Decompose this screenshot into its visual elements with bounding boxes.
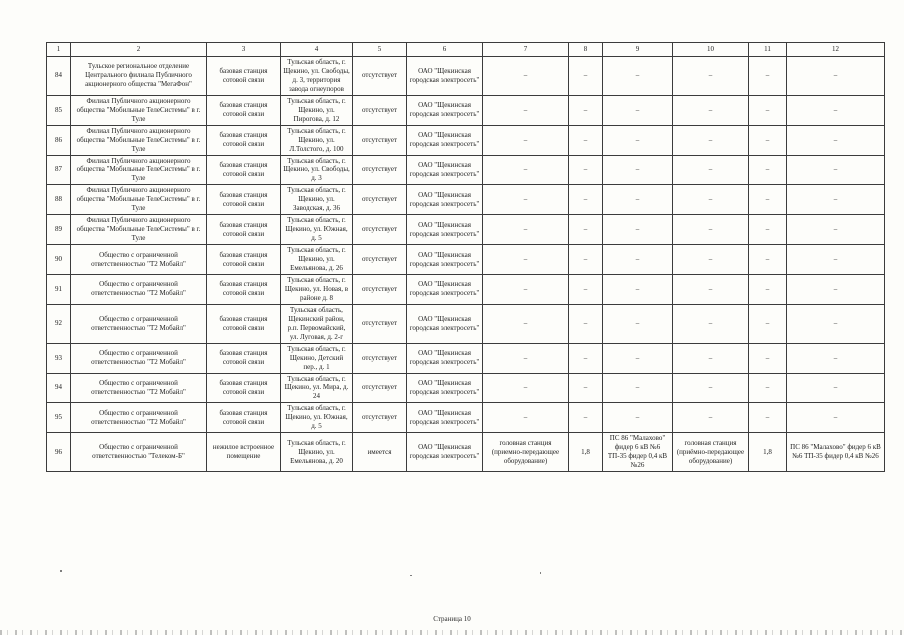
table-cell: базовая станция сотовой связи <box>207 245 281 275</box>
table-cell: 90 <box>47 245 71 275</box>
registry-table <box>46 42 885 472</box>
table-cell: ОАО "Щекинская городская электросеть" <box>407 373 483 403</box>
table-cell: – <box>483 373 569 403</box>
table-row <box>47 155 885 185</box>
table-cell: отсутствует <box>353 343 407 373</box>
table-cell: ОАО "Щекинская городская электросеть" <box>407 304 483 343</box>
table-cell: базовая станция сотовой связи <box>207 125 281 155</box>
table-cell: – <box>673 95 749 125</box>
table-cell: – <box>673 304 749 343</box>
table-cell: – <box>749 155 787 185</box>
page-footer: Страница 10 <box>433 615 471 623</box>
table-cell: – <box>787 57 885 96</box>
table-cell: имеется <box>353 433 407 472</box>
header-cell: 12 <box>787 43 885 57</box>
table-cell: Общество с ограниченной ответственностью "Т2 Мобайл" <box>71 274 207 304</box>
table-cell: – <box>787 155 885 185</box>
table-cell: ПС 86 "Малахово" фидер 6 кВ №6 ТП-35 фидер 0,4 кВ №26 <box>787 433 885 472</box>
table-cell: – <box>603 125 673 155</box>
scan-speck <box>60 570 62 572</box>
table-cell: – <box>569 343 603 373</box>
table-cell: отсутствует <box>353 57 407 96</box>
table-cell: Общество с ограниченной ответственностью "Т2 Мобайл" <box>71 403 207 433</box>
table-cell: ОАО "Щекинская городская электросеть" <box>407 215 483 245</box>
table-cell: 1,8 <box>569 433 603 472</box>
table-cell: Филиал Публичного акционерного общества "Мобильные ТелеСистемы" в г. Туле <box>71 215 207 245</box>
table-cell: головная станция (приемно-передающее оборудование) <box>483 433 569 472</box>
table-cell: – <box>787 245 885 275</box>
table-cell: ОАО "Щекинская городская электросеть" <box>407 403 483 433</box>
table-row <box>47 95 885 125</box>
scan-speck <box>410 575 412 576</box>
table-cell: – <box>569 245 603 275</box>
table-row <box>47 373 885 403</box>
table-cell: – <box>603 95 673 125</box>
scan-speck <box>540 572 541 574</box>
header-cell: 2 <box>71 43 207 57</box>
table-cell: 1,8 <box>749 433 787 472</box>
table-row <box>47 433 885 472</box>
table-cell: ОАО "Щекинская городская электросеть" <box>407 433 483 472</box>
table-cell: – <box>749 125 787 155</box>
table-cell: ОАО "Щекинская городская электросеть" <box>407 185 483 215</box>
table-cell: – <box>603 403 673 433</box>
table-cell: – <box>603 373 673 403</box>
table-cell: ОАО "Щекинская городская электросеть" <box>407 343 483 373</box>
header-cell: 11 <box>749 43 787 57</box>
table-cell: Общество с ограниченной ответственностью "Т2 Мобайл" <box>71 304 207 343</box>
table-cell: – <box>483 155 569 185</box>
table-cell: Тульская область, г. Щекино, ул. Новая, в районе д. 8 <box>281 274 353 304</box>
table-cell: ОАО "Щекинская городская электросеть" <box>407 125 483 155</box>
table-cell: – <box>569 125 603 155</box>
table-cell: 88 <box>47 185 71 215</box>
header-cell: 7 <box>483 43 569 57</box>
table-cell: отсутствует <box>353 304 407 343</box>
table-row <box>47 215 885 245</box>
header-cell: 4 <box>281 43 353 57</box>
table-cell: базовая станция сотовой связи <box>207 215 281 245</box>
table-cell: 95 <box>47 403 71 433</box>
table-cell: головная станция (приёмно-передающее оборудование) <box>673 433 749 472</box>
table-cell: Тульское региональное отделение Центрального филиала Публичного акционерного общества "МегаФон" <box>71 57 207 96</box>
table-cell: – <box>673 57 749 96</box>
table-cell: – <box>569 155 603 185</box>
table-cell: – <box>603 245 673 275</box>
table-row <box>47 57 885 96</box>
table-cell: ОАО "Щекинская городская электросеть" <box>407 245 483 275</box>
table-cell: – <box>673 245 749 275</box>
table-cell: – <box>483 95 569 125</box>
table-cell: Филиал Публичного акционерного общества "Мобильные ТелеСистемы" в г. Туле <box>71 155 207 185</box>
table-cell: Общество с ограниченной ответственностью "Телеком-Б" <box>71 433 207 472</box>
table-cell: базовая станция сотовой связи <box>207 185 281 215</box>
table-cell: – <box>483 304 569 343</box>
table-cell: Филиал Публичного акционерного общества "Мобильные ТелеСистемы" в г. Туле <box>71 95 207 125</box>
header-cell: 3 <box>207 43 281 57</box>
table-cell: Общество с ограниченной ответственностью "Т2 Мобайл" <box>71 343 207 373</box>
table-cell: Тульская область, г. Щекино, ул. Южная, д. 5 <box>281 403 353 433</box>
table-cell: – <box>603 274 673 304</box>
table-cell: отсутствует <box>353 155 407 185</box>
table-cell: базовая станция сотовой связи <box>207 304 281 343</box>
table-cell: 92 <box>47 304 71 343</box>
table-cell: – <box>787 215 885 245</box>
table-cell: базовая станция сотовой связи <box>207 403 281 433</box>
table-cell: – <box>749 373 787 403</box>
table-cell: – <box>749 215 787 245</box>
table-cell: 91 <box>47 274 71 304</box>
table-cell: – <box>603 155 673 185</box>
table-cell: ОАО "Щекинская городская электросеть" <box>407 57 483 96</box>
table-cell: – <box>787 274 885 304</box>
table-cell: – <box>569 274 603 304</box>
table-cell: – <box>483 403 569 433</box>
table-cell: 87 <box>47 155 71 185</box>
table-cell: – <box>673 185 749 215</box>
table-cell: Тульская область, г. Щекино, ул. Свободы, д. 3 <box>281 155 353 185</box>
table-cell: базовая станция сотовой связи <box>207 274 281 304</box>
table-cell: – <box>569 95 603 125</box>
table-row <box>47 125 885 155</box>
header-cell: 5 <box>353 43 407 57</box>
table-cell: – <box>569 57 603 96</box>
table-cell: – <box>569 304 603 343</box>
table-cell: – <box>749 403 787 433</box>
table-cell: Филиал Публичного акционерного общества "Мобильные ТелеСистемы" в г. Туле <box>71 125 207 155</box>
table-cell: ОАО "Щекинская городская электросеть" <box>407 95 483 125</box>
table-cell: – <box>749 304 787 343</box>
table-cell: 96 <box>47 433 71 472</box>
table-cell: – <box>603 304 673 343</box>
scan-noise-artifact <box>0 630 904 635</box>
table-row <box>47 343 885 373</box>
table-cell: – <box>673 215 749 245</box>
table-cell: – <box>673 343 749 373</box>
table-cell: Тульская область, г. Щекино, ул. Пирогова, д. 12 <box>281 95 353 125</box>
table-cell: – <box>603 215 673 245</box>
table-cell: Общество с ограниченной ответственностью "Т2 Мобайл" <box>71 245 207 275</box>
table-cell: – <box>483 57 569 96</box>
table-cell: – <box>483 125 569 155</box>
table-cell: – <box>787 373 885 403</box>
table-cell: – <box>673 125 749 155</box>
table-cell: – <box>749 185 787 215</box>
table-cell: – <box>483 343 569 373</box>
table-cell: 84 <box>47 57 71 96</box>
table-cell: Тульская область, г. Щекино, ул. Свободы, д. 3, территория завода огнеупоров <box>281 57 353 96</box>
table-cell: нежилое встроенное помещение <box>207 433 281 472</box>
table-cell: Тульская область, г. Щекино, ул. Мира, д. 24 <box>281 373 353 403</box>
table-cell: – <box>483 185 569 215</box>
table-cell: – <box>673 373 749 403</box>
table-cell: – <box>749 245 787 275</box>
table-cell: 86 <box>47 125 71 155</box>
table-cell: – <box>749 95 787 125</box>
table-cell: Тульская область, Щекинский район, р.п. Первомайский, ул. Луговая, д. 2-г <box>281 304 353 343</box>
table-cell: отсутствует <box>353 215 407 245</box>
table-row <box>47 274 885 304</box>
table-cell: Тульская область, г. Щекино, Детский пер., д. 1 <box>281 343 353 373</box>
table-cell: – <box>787 343 885 373</box>
table-cell: – <box>749 343 787 373</box>
table-cell: Тульская область, г. Щекино, ул. Емельянова, д. 20 <box>281 433 353 472</box>
table-cell: Общество с ограниченной ответственностью "Т2 Мобайл" <box>71 373 207 403</box>
table-cell: – <box>787 95 885 125</box>
table-cell: 94 <box>47 373 71 403</box>
table-cell: 89 <box>47 215 71 245</box>
table-cell: Тульская область, г. Щекино, ул. Емельянова, д. 26 <box>281 245 353 275</box>
table-cell: 93 <box>47 343 71 373</box>
table-row <box>47 403 885 433</box>
header-cell: 8 <box>569 43 603 57</box>
table-row <box>47 245 885 275</box>
table-row <box>47 304 885 343</box>
table-cell: – <box>569 373 603 403</box>
table-cell: – <box>483 274 569 304</box>
table-header-row <box>47 43 885 57</box>
table-cell: – <box>749 274 787 304</box>
table-cell: – <box>787 403 885 433</box>
table-cell: Тульская область, г. Щекино, ул. Южная, д. 5 <box>281 215 353 245</box>
table-cell: – <box>673 403 749 433</box>
table-cell: отсутствует <box>353 403 407 433</box>
table-cell: ПС 86 "Малахово" фидер 6 кВ №6 ТП-35 фидер 0,4 кВ №26 <box>603 433 673 472</box>
table-cell: Филиал Публичного акционерного общества "Мобильные ТелеСистемы" в г. Туле <box>71 185 207 215</box>
table-cell: базовая станция сотовой связи <box>207 155 281 185</box>
table-cell: – <box>569 403 603 433</box>
table-cell: – <box>787 185 885 215</box>
table-cell: – <box>603 57 673 96</box>
header-cell: 1 <box>47 43 71 57</box>
table-cell: отсутствует <box>353 125 407 155</box>
table-cell: – <box>749 57 787 96</box>
table-cell: – <box>673 274 749 304</box>
table-cell: – <box>483 245 569 275</box>
table-cell: базовая станция сотовой связи <box>207 95 281 125</box>
table-cell: отсутствует <box>353 274 407 304</box>
table-cell: – <box>787 304 885 343</box>
table-cell: – <box>603 343 673 373</box>
table-cell: – <box>569 215 603 245</box>
table-cell: ОАО "Щекинская городская электросеть" <box>407 155 483 185</box>
table-cell: отсутствует <box>353 185 407 215</box>
header-cell: 10 <box>673 43 749 57</box>
table-cell: – <box>673 155 749 185</box>
table-cell: отсутствует <box>353 373 407 403</box>
table-cell: отсутствует <box>353 245 407 275</box>
table-cell: базовая станция сотовой связи <box>207 373 281 403</box>
table-cell: ОАО "Щекинская городская электросеть" <box>407 274 483 304</box>
table-body <box>47 57 885 472</box>
table-row <box>47 185 885 215</box>
table-cell: базовая станция сотовой связи <box>207 343 281 373</box>
table-cell: базовая станция сотовой связи <box>207 57 281 96</box>
table-cell: – <box>787 125 885 155</box>
table-cell: – <box>569 185 603 215</box>
table-cell: Тульская область, г. Щекино, ул. Л.Толстого, д. 100 <box>281 125 353 155</box>
table-cell: отсутствует <box>353 95 407 125</box>
table-cell: Тульская область, г. Щекино, ул. Заводская, д. 36 <box>281 185 353 215</box>
table-cell: 85 <box>47 95 71 125</box>
table-cell: – <box>483 215 569 245</box>
header-cell: 9 <box>603 43 673 57</box>
table-cell: – <box>603 185 673 215</box>
header-cell: 6 <box>407 43 483 57</box>
